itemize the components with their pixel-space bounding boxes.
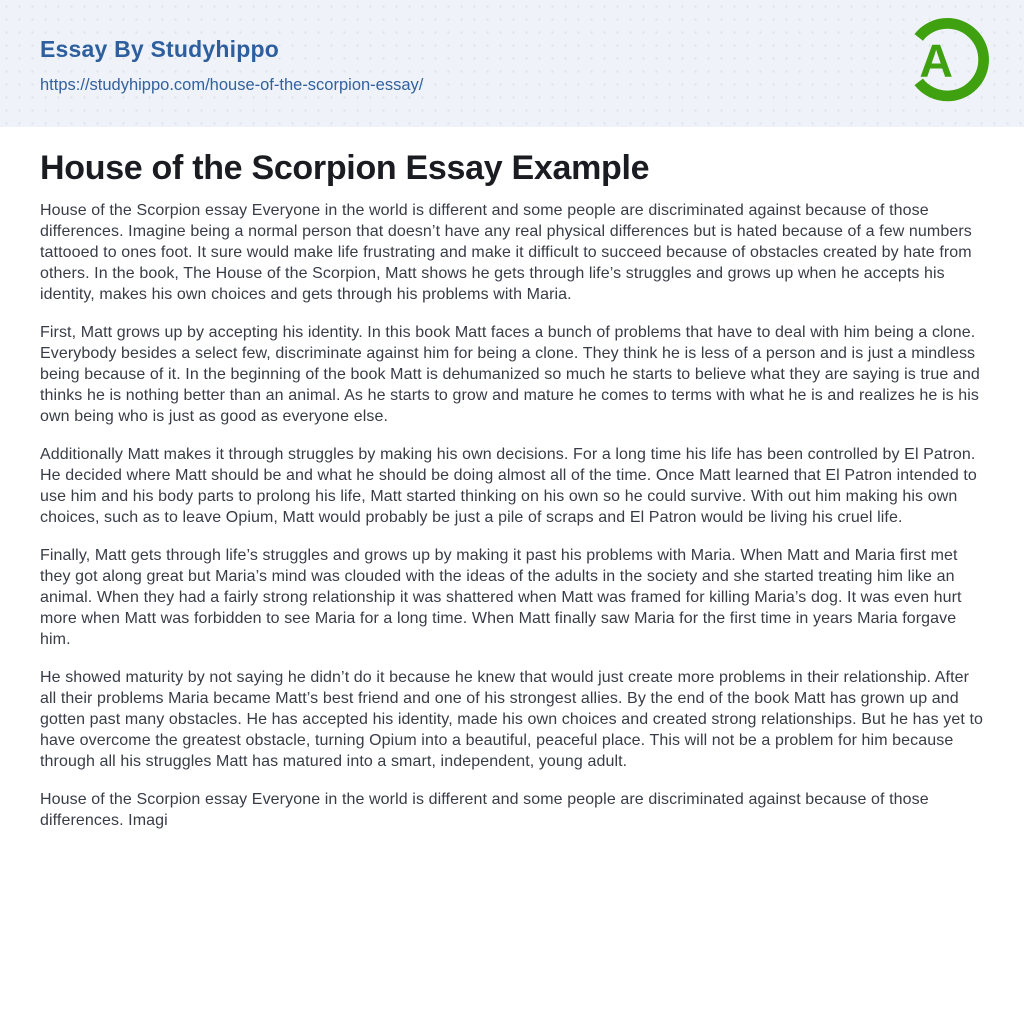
page-header [0,0,1024,127]
page-url-link[interactable]: https://studyhippo.com/house-of-the-scorpion-essay/ [40,76,424,94]
essay-paragraph: He showed maturity by not saying he didn’t do it because he knew that would just create more problems in their relationship. After all their problems Maria became Matt’s best friend and one of his strongest allies. By the end of the book Matt has grown up and gotten past many obstacles. He has accepted his identity, made his own choices and created strong relationships. But he has yet to have overcome the greatest obstacle, turning Opium into a beautiful, peaceful place. This will not be a problem for him because through all his struggles Matt has matured into a smart, independent, young adult. [40,669,984,770]
article-main [0,127,1024,831]
page-title: House of the Scorpion Essay Example [40,149,650,187]
logo-letter: A [919,34,953,87]
essay-paragraph: House of the Scorpion essay Everyone in the world is different and some people are discriminated against because of those differences. Imagine being a normal person that doesn’t have any real physical differences but is hated because of a few numbers tattooed to ones foot. It sure would make life frustrating and make it difficult to succeed because of obstacles created by hate from others. In the book, The House of the Scorpion, Matt shows he gets through life’s struggles and grows up when he accepts his identity, makes his own choices and gets through his problems with Maria. [40,202,972,303]
essay-paragraph: Additionally Matt makes it through struggles by making his own decisions. For a long time his life has been controlled by El Patron. He decided where Matt should be and what he should be doing almost all of the time. Once Matt learned that El Patron intended to use him and his body parts to prolong his life, Matt started thinking on his own so he could survive. With out him making his own choices, such as to leave Opium, Matt would probably be just a pile of scraps and El Patron would be living his cruel life. [40,446,977,526]
essay-paragraph: First, Matt grows up by accepting his identity. In this book Matt faces a bunch of problems that have to deal with him being a clone. Everybody besides a select few, discriminate against him for being a clone. They think he is less of a person and is just a mindless being because of it. In the beginning of the book Matt is dehumanized so much he starts to believe what they are saying is true and thinks he is nothing better than an animal. As he starts to grow and mature he comes to terms with what he is and realizes he is his own being who is just as good as everyone else. [40,324,980,425]
header-text-block [40,32,423,95]
studyhippo-logo-icon[interactable] [899,15,992,108]
logo-arc-icon [899,15,992,108]
essay-paragraph: Finally, Matt gets through life’s struggles and grows up by making it past his problems with Maria. When Matt and Maria first met they got along great but Maria’s mind was clouded with the ideas of the adults in the society and she started treating him like an animal. When they had a fairly strong relationship it was shattered when Matt was framed for killing Maria’s dog. It was even hurt more when Matt was forbidden to see Maria for a long time. When Matt finally saw Maria for the first time in years Maria forgave him. [40,547,962,648]
site-title-link[interactable]: Essay By Studyhippo [40,36,279,62]
essay-paragraph: House of the Scorpion essay Everyone in the world is different and some people are discriminated against because of those differences. Imagi [40,791,929,829]
essay-body [40,200,984,831]
